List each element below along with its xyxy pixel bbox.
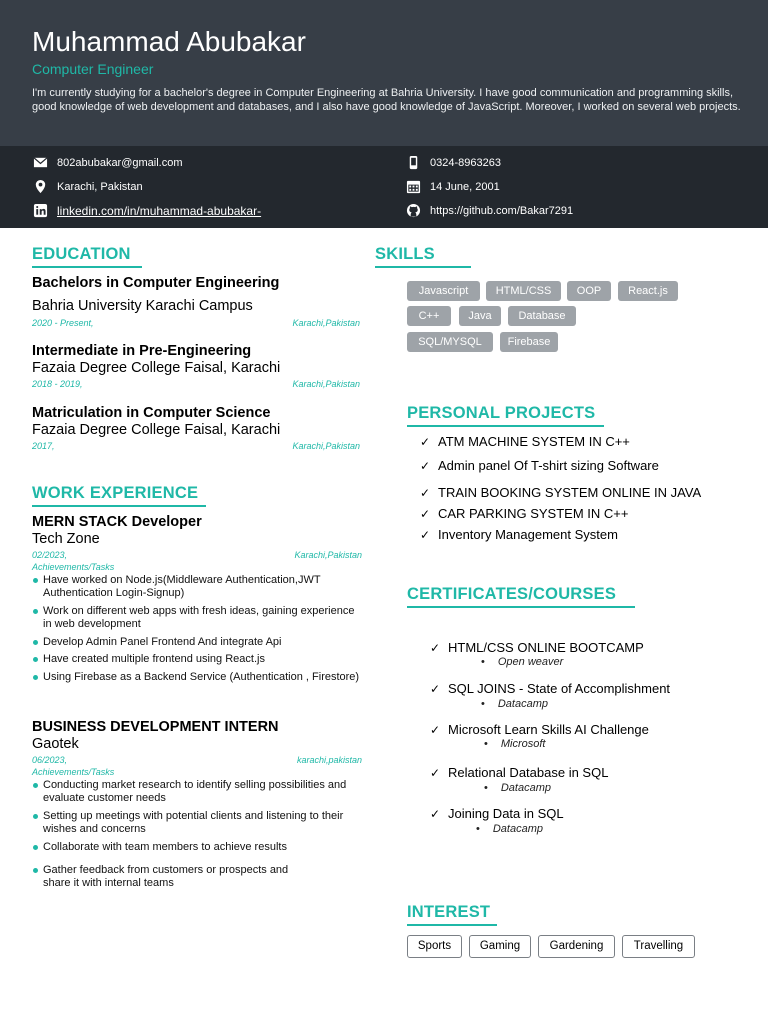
certificate-name: HTML/CSS ONLINE BOOTCAMP: [448, 640, 644, 655]
certificate-item: [430, 806, 564, 821]
github-link[interactable]: https://github.com/Bakar7291: [430, 204, 574, 217]
skill-chip: Database: [508, 306, 576, 326]
task-item: Gather feedback from customers or prospects and share it with internal teams: [32, 864, 302, 890]
certificate-item: [430, 765, 608, 780]
school-name: Fazaia Degree College Faisal, Karachi: [32, 360, 281, 376]
skill-chip: Javascript: [407, 281, 480, 301]
job-place: karachi,pakistan: [296, 755, 362, 765]
interest-chip: Travelling: [622, 935, 695, 958]
job-date: 02/2023,: [32, 550, 68, 560]
skill-chip: HTML/CSS: [486, 281, 561, 301]
resume-header: [0, 0, 768, 146]
certificate-issuer: • Microsoft: [484, 738, 545, 750]
education-place: Karachi,Pakistan: [292, 379, 360, 389]
job-entry: [32, 719, 362, 890]
phone-icon: [406, 155, 421, 170]
task-item: Have worked on Node.js(Middleware Authentication,JWT Authentication Login-Signup): [32, 574, 362, 600]
contact-github[interactable]: [406, 203, 573, 218]
certificate-name: Relational Database in SQL: [448, 765, 609, 780]
job-title: Computer Engineer: [32, 61, 154, 77]
skill-chip: React.js: [618, 281, 678, 301]
project-name: ATM MACHINE SYSTEM IN C++: [438, 434, 630, 449]
certificate-name: Microsoft Learn Skills AI Challenge: [448, 722, 649, 737]
school-name: Bahria University Karachi Campus: [32, 298, 253, 314]
certificate-name: SQL JOINS - State of Accomplishment: [448, 681, 671, 696]
task-item: Using Firebase as a Backend Service (Authentication , Firestore): [32, 671, 362, 684]
education-item: [32, 343, 360, 389]
linkedin-link[interactable]: linkedin.com/in/muhammad-abubakar-: [57, 203, 262, 218]
skill-chip: Firebase: [500, 332, 558, 352]
company-name: Tech Zone: [32, 531, 100, 547]
location-text: Karachi, Pakistan: [57, 180, 143, 193]
checkmark-icon: ✓: [430, 682, 441, 696]
interest-chip: Gardening: [538, 935, 615, 958]
task-item: Develop Admin Panel Frontend And integrate Api: [32, 636, 362, 649]
project-item: [420, 458, 659, 473]
tasks-label: Achievements/Tasks: [32, 562, 115, 572]
project-name: CAR PARKING SYSTEM IN C++: [438, 506, 629, 521]
checkmark-icon: ✓: [420, 507, 431, 521]
projects-heading: PERSONAL PROJECTS: [407, 404, 604, 427]
project-item: [420, 506, 628, 521]
checkmark-icon: ✓: [430, 641, 441, 655]
certificate-issuer: • Datacamp: [481, 698, 548, 710]
skill-chip: C++: [407, 306, 451, 326]
calendar-icon: [406, 179, 421, 194]
interest-heading: INTEREST: [407, 903, 497, 926]
certificate-issuer: • Datacamp: [484, 782, 551, 794]
job-role: BUSINESS DEVELOPMENT INTERN: [32, 719, 279, 735]
contact-email[interactable]: [33, 155, 183, 170]
github-icon: [406, 203, 421, 218]
education-date: 2018 - 2019,: [32, 379, 83, 389]
email-text[interactable]: 802abubakar@gmail.com: [57, 156, 183, 169]
skill-chip: Java: [459, 306, 501, 326]
degree-title: Bachelors in Computer Engineering: [32, 275, 280, 291]
checkmark-icon: ✓: [420, 528, 431, 542]
contact-dob: [406, 179, 500, 194]
job-place: Karachi,Pakistan: [294, 550, 362, 560]
tasks-label: Achievements/Tasks: [32, 767, 115, 777]
contact-bar: [0, 146, 768, 228]
task-item: Have created multiple frontend using React.js: [32, 653, 362, 666]
task-item: Conducting market research to identify selling possibilities and evaluate customer needs: [32, 779, 362, 805]
education-date: 2020 - Present,: [32, 318, 94, 328]
phone-text[interactable]: 0324-8963263: [430, 156, 501, 169]
interest-chip: Sports: [407, 935, 462, 958]
checkmark-icon: ✓: [420, 486, 431, 500]
job-date: 06/2023,: [32, 755, 68, 765]
degree-title: Matriculation in Computer Science: [32, 405, 271, 421]
job-entry: [32, 514, 362, 684]
contact-phone[interactable]: [406, 155, 501, 170]
project-item: [420, 485, 701, 500]
certificate-issuer: • Datacamp: [476, 823, 543, 835]
project-item: [420, 434, 630, 449]
job-role: MERN STACK Developer: [32, 514, 202, 530]
certificate-item: [430, 722, 649, 737]
education-item: [32, 405, 360, 451]
project-name: Admin panel Of T-shirt sizing Software: [438, 458, 659, 473]
education-heading: EDUCATION: [32, 245, 142, 268]
skill-chip: OOP: [567, 281, 611, 301]
task-item: Collaborate with team members to achieve results: [32, 841, 362, 854]
certificate-issuer: • Open weaver: [481, 656, 563, 668]
certificates-heading: CERTIFICATES/COURSES: [407, 585, 635, 608]
certificate-item: [430, 640, 644, 655]
education-place: Karachi,Pakistan: [292, 318, 360, 328]
location-icon: [33, 179, 48, 194]
project-name: TRAIN BOOKING SYSTEM ONLINE IN JAVA: [438, 485, 702, 500]
education-place: Karachi,Pakistan: [292, 441, 360, 451]
checkmark-icon: ✓: [430, 723, 441, 737]
skill-chip: SQL/MYSQL: [407, 332, 493, 352]
degree-title: Intermediate in Pre-Engineering: [32, 343, 252, 359]
work-experience-heading: WORK EXPERIENCE: [32, 484, 206, 507]
task-item: Work on different web apps with fresh ideas, gaining experience in web development: [32, 605, 362, 631]
interest-chip: Gaming: [469, 935, 531, 958]
dob-text: 14 June, 2001: [430, 180, 500, 193]
project-item: [420, 527, 618, 542]
checkmark-icon: ✓: [430, 807, 441, 821]
task-item: Setting up meetings with potential clients and listening to their wishes and concerns: [32, 810, 362, 836]
company-name: Gaotek: [32, 736, 79, 752]
contact-linkedin[interactable]: [33, 203, 261, 218]
profile-summary: I'm currently studying for a bachelor's degree in Computer Engineering at Bahria University. I have good communication and programming skills, good knowledge of web development and databases, and I also have good knowledge of JavaScript. Moreover, I worked on several web projects.: [32, 87, 741, 113]
project-name: Inventory Management System: [438, 527, 618, 542]
education-date: 2017,: [32, 441, 55, 451]
checkmark-icon: ✓: [430, 766, 441, 780]
skills-heading: SKILLS: [375, 245, 471, 268]
education-item: [32, 275, 360, 328]
contact-location: [33, 179, 143, 194]
certificate-name: Joining Data in SQL: [448, 806, 564, 821]
linkedin-icon: [33, 203, 48, 218]
person-name: Muhammad Abubakar: [32, 26, 306, 57]
school-name: Fazaia Degree College Faisal, Karachi: [32, 422, 281, 438]
checkmark-icon: ✓: [420, 459, 431, 473]
certificate-item: [430, 681, 670, 696]
checkmark-icon: ✓: [420, 435, 431, 449]
mail-icon: [33, 155, 48, 170]
